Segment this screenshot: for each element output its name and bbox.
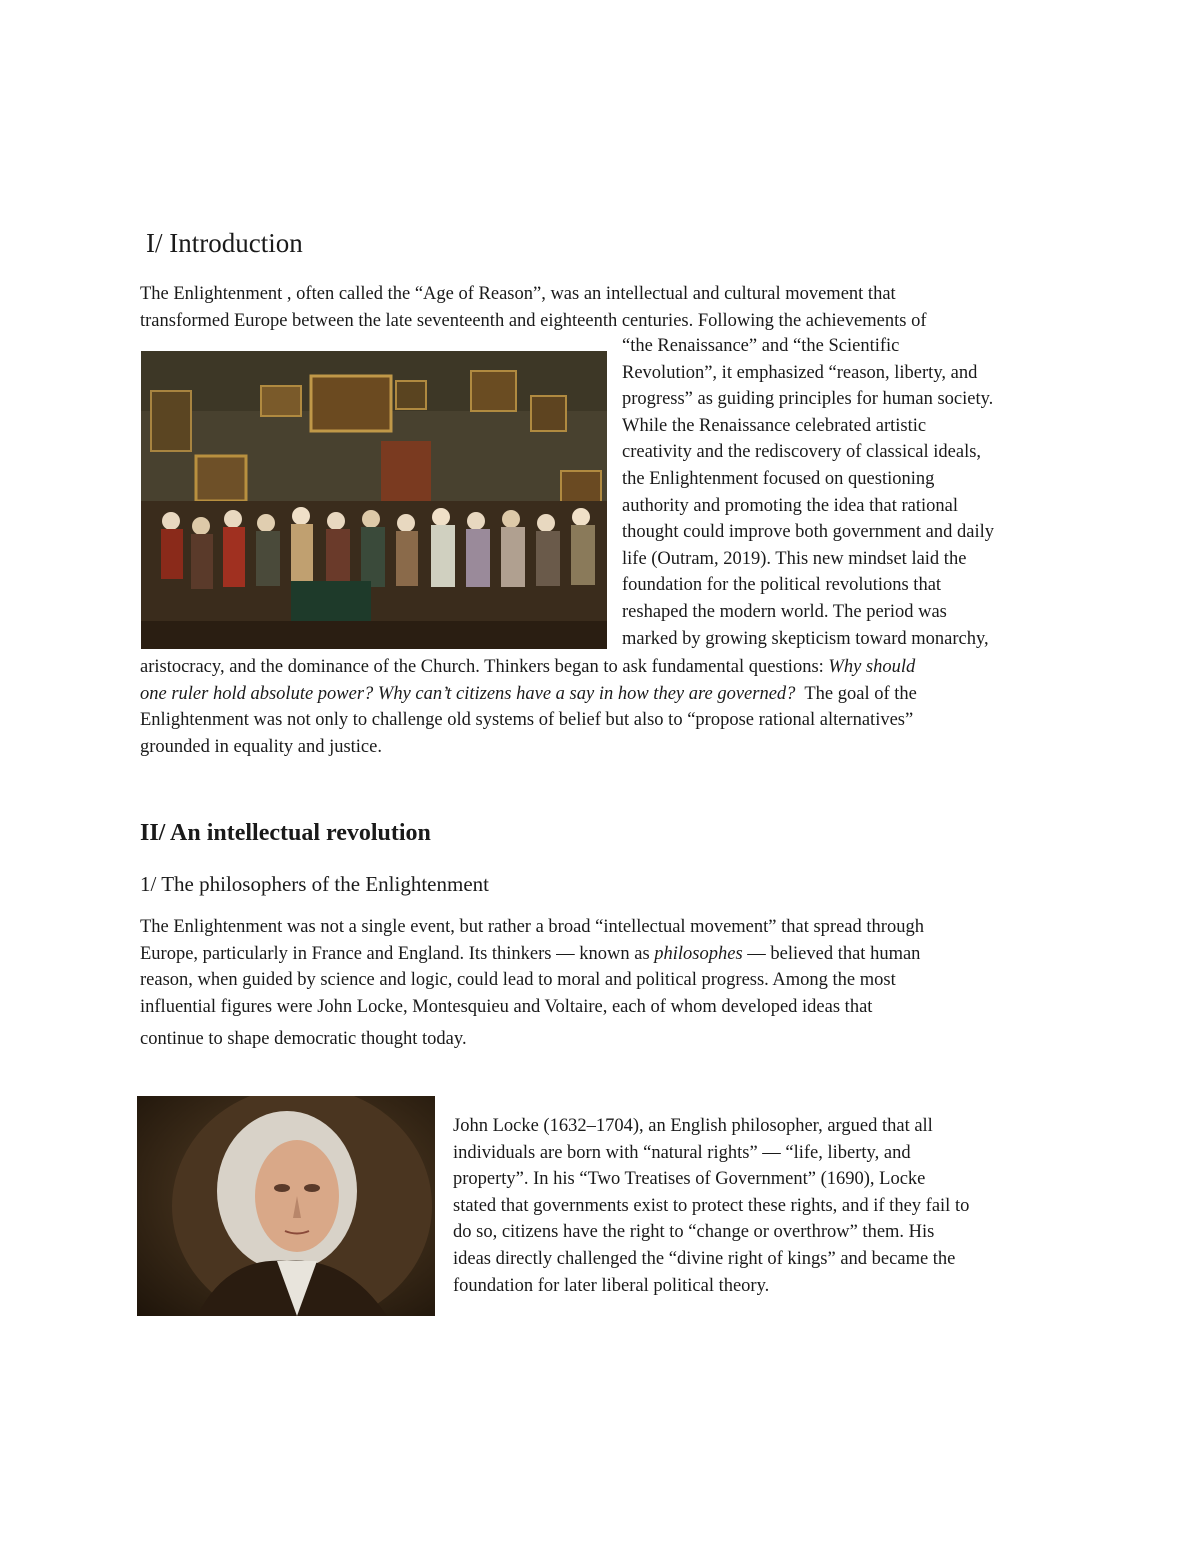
text-line: creativity and the rediscovery of classical ideals,	[622, 442, 982, 463]
text-line: Enlightenment was not only to challenge old systems of belief but also to “propose rational alternatives”	[140, 710, 914, 731]
text-line: The Enlightenment , often called the “Age of Reason”, was an intellectual and cultural movement that	[140, 284, 896, 304]
text-line: property”. In his “Two Treatises of Government” (1690), Locke	[453, 1169, 926, 1190]
text-line: John Locke (1632–1704), an English philosopher, argued that all	[453, 1116, 933, 1136]
text-line: transformed Europe between the late seventeenth and eighteenth centuries. Following the achievements of	[140, 310, 927, 331]
text-line: foundation for later liberal political theory.	[453, 1275, 770, 1296]
text-line: The Enlightenment was not a single event, but rather a broad “intellectual movement” that spread through	[140, 917, 924, 937]
text-line: the Enlightenment focused on questioning	[622, 468, 935, 489]
intro-paragraph-wrap	[622, 333, 994, 652]
text-line: grounded in equality and justice.	[140, 736, 382, 757]
text-line: progress” as guiding principles for human society.	[622, 389, 994, 410]
section-heading-introduction: I/ Introduction	[146, 228, 303, 258]
philosophers-paragraph	[140, 914, 924, 1053]
intro-paragraph-top	[140, 281, 927, 334]
text-line: “the Renaissance” and “the Scientific	[622, 336, 900, 356]
text-line: stated that governments exist to protect these rights, and if they fail to	[453, 1195, 970, 1216]
text-line: ideas directly challenged the “divine right of kings” and became the	[453, 1248, 956, 1269]
text-line: continue to shape democratic thought today.	[140, 1029, 467, 1050]
text-line: aristocracy, and the dominance of the Church. Thinkers began to ask fundamental questions: Why should	[140, 657, 916, 677]
john-locke-portrait-image	[137, 1096, 435, 1316]
text-line: reason, when guided by science and logic, could lead to moral and political progress. Among the most	[140, 970, 896, 991]
section-heading-intellectual-revolution: II/ An intellectual revolution	[140, 820, 431, 846]
text-line: reshaped the modern world. The period was	[622, 601, 947, 622]
text-line: foundation for the political revolutions that	[622, 575, 942, 596]
salon-painting-image	[141, 351, 607, 649]
text-line: individuals are born with “natural rights” — “life, liberty, and	[453, 1142, 911, 1163]
intro-paragraph-bottom	[140, 654, 917, 760]
text-line: Revolution”, it emphasized “reason, liberty, and	[622, 362, 978, 383]
locke-paragraph	[453, 1113, 969, 1299]
text-line: life (Outram, 2019). This new mindset laid the	[622, 548, 967, 569]
text-line: marked by growing skepticism toward monarchy,	[622, 628, 989, 649]
subsection-heading-philosophers: 1/ The philosophers of the Enlightenment	[140, 872, 489, 896]
text-line: one ruler hold absolute power? Why can’t citizens have a say in how they are governed? The goal of the	[140, 683, 917, 704]
text-line: authority and promoting the idea that rational	[622, 495, 958, 516]
text-line: influential figures were John Locke, Montesquieu and Voltaire, each of whom developed ideas that	[140, 996, 873, 1017]
text-line: thought could improve both government and daily	[622, 522, 994, 543]
text-line: do so, citizens have the right to “change or overthrow” them. His	[453, 1222, 935, 1243]
text-line: Europe, particularly in France and England. Its thinkers — known as philosophes — believed that human	[140, 943, 921, 964]
text-line: While the Renaissance celebrated artistic	[622, 415, 927, 436]
